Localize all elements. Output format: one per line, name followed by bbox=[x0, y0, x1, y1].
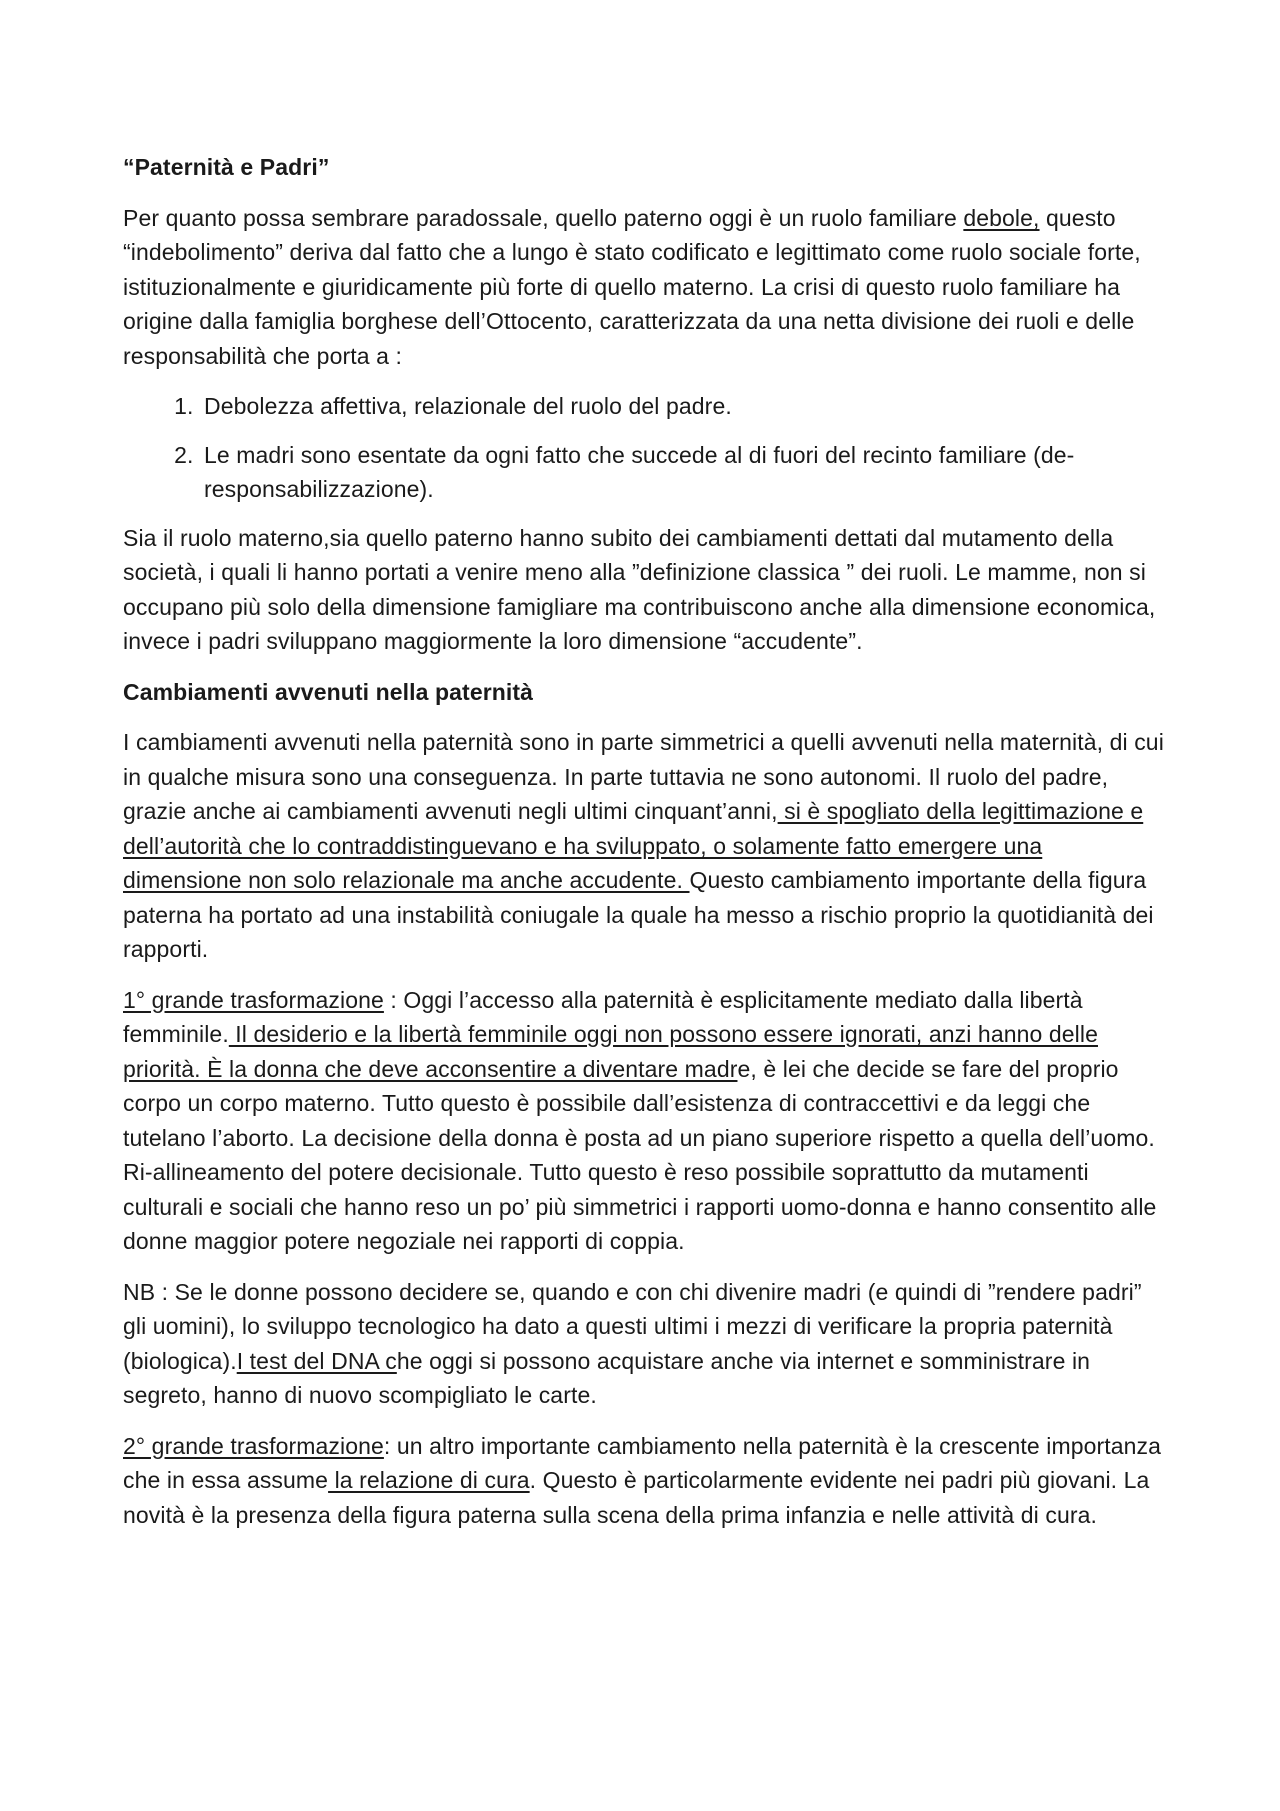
text-run: I cambiamenti avvenuti nella paternità sono in parte simmetrici a quelli avvenuti nella maternità, di cui in qualche misura sono una conseguenza. In parte tuttavia ne sono autonomi. Il ruolo del padre, grazie anche ai cambiamenti avvenuti negli ultimi cinquant’anni, bbox=[123, 729, 1164, 824]
document-page bbox=[123, 150, 1165, 1548]
underlined-text: 1° grande trasformazione bbox=[123, 986, 384, 1013]
text-run: NB : Se le donne possono decidere se, quando e con chi divenire madri (e quindi di ”rendere padri” gli uomini), lo sviluppo tecnologico ha dato a questi ultimi i mezzi di verificare la propria paternità (biologica). bbox=[123, 1278, 1142, 1374]
text-run: e, è lei che decide se fare del proprio corpo un corpo materno. Tutto questo è possibile dall’esistenza di contraccettivi e da leggi che tutelano l’aborto. La decisione della donna è posta ad un piano superiore rispetto a quella dell’uomo. Ri-allineamento del potere decisionale. Tutto questo è reso possibile soprattutto da mutamenti culturali e sociali che hanno reso un po’ più simmetrici i rapporti uomo-donna e hanno consentito alle donne maggior potere negoziale nei rapporti di coppia. bbox=[123, 1055, 1157, 1254]
numbered-list bbox=[123, 389, 1165, 507]
list-item: 2. Le madri sono esentate da ogni fatto che succede al di fuori del recinto familiare (de-responsabilizzazione). bbox=[200, 438, 1165, 507]
paragraph-paternity-changes bbox=[123, 725, 1165, 967]
text-run: : Oggi l’accesso alla paternità è esplicitamente mediato dalla libertà femminile. bbox=[123, 986, 1083, 1047]
paragraph-second-transformation bbox=[123, 1429, 1165, 1533]
text-run: questo “indebolimento” deriva dal fatto che a lungo è stato codificato e legittimato come ruolo sociale forte, istituzionalmente e giuridicamente più forte di quello materno. La crisi di questo ruolo familiare ha origine dalla famiglia borghese dell’Ottocento, caratterizzata da una netta divisione dei ruoli e delle responsabilità che porta a : bbox=[123, 204, 1141, 369]
text-run: Per quanto possa sembrare paradossale, quello paterno oggi è un ruolo familiare bbox=[123, 204, 964, 231]
underlined-text: si è spogliato della legittimazione e dell’autorità che lo contraddistinguevano e ha sviluppato, o solamente fatto emergere una dimensione non solo relazionale ma anche accudente. bbox=[123, 798, 1144, 893]
underlined-text: debole, bbox=[963, 204, 1040, 231]
underlined-text: 2° grande trasformazione bbox=[123, 1432, 384, 1459]
underlined-text: Il desiderio e la libertà femminile oggi non possono essere ignorati, anzi hanno delle priorità. È la donna che deve acconsentire a diventare madr bbox=[123, 1021, 1098, 1082]
paragraph-intro bbox=[123, 201, 1165, 374]
list-item: 1. Debolezza affettiva, relazionale del ruolo del padre. bbox=[200, 389, 1165, 424]
paragraph-roles-change: Sia il ruolo materno,sia quello paterno hanno subito dei cambiamenti dettati dal mutamento della società, i quali li hanno portati a venire meno alla ”definizione classica ” dei ruoli. Le mamme, non si occupano più solo della dimensione famigliare ma contribuiscono anche alla dimensione economica, invece i padri sviluppano maggiormente la loro dimensione “accudente”. bbox=[123, 524, 1156, 654]
section-heading: Cambiamenti avvenuti nella paternità bbox=[123, 678, 534, 705]
paragraph-first-transformation bbox=[123, 983, 1165, 1259]
text-run: : un altro importante cambiamento nella paternità è la crescente importanza che in essa assume bbox=[123, 1432, 1162, 1493]
paragraph-nb bbox=[123, 1275, 1165, 1413]
text-run: Questo cambiamento importante della figura paterna ha portato ad una instabilità coniugale la quale ha messo a rischio proprio la quotidianità dei rapporti. bbox=[123, 867, 1154, 962]
document-title: “Paternità e Padri” bbox=[123, 154, 330, 180]
text-run: . Questo è particolarmente evidente nei padri più giovani. La novità è la presenza della figura paterna sulla scena della prima infanzia e nelle attività di cura. bbox=[123, 1467, 1150, 1528]
underlined-text: I test del DNA c bbox=[236, 1347, 397, 1374]
text-run: he oggi si possono acquistare anche via internet e somministrare in segreto, hanno di nuovo scompigliato le carte. bbox=[123, 1347, 1091, 1408]
underlined-text: la relazione di cura bbox=[328, 1467, 530, 1493]
